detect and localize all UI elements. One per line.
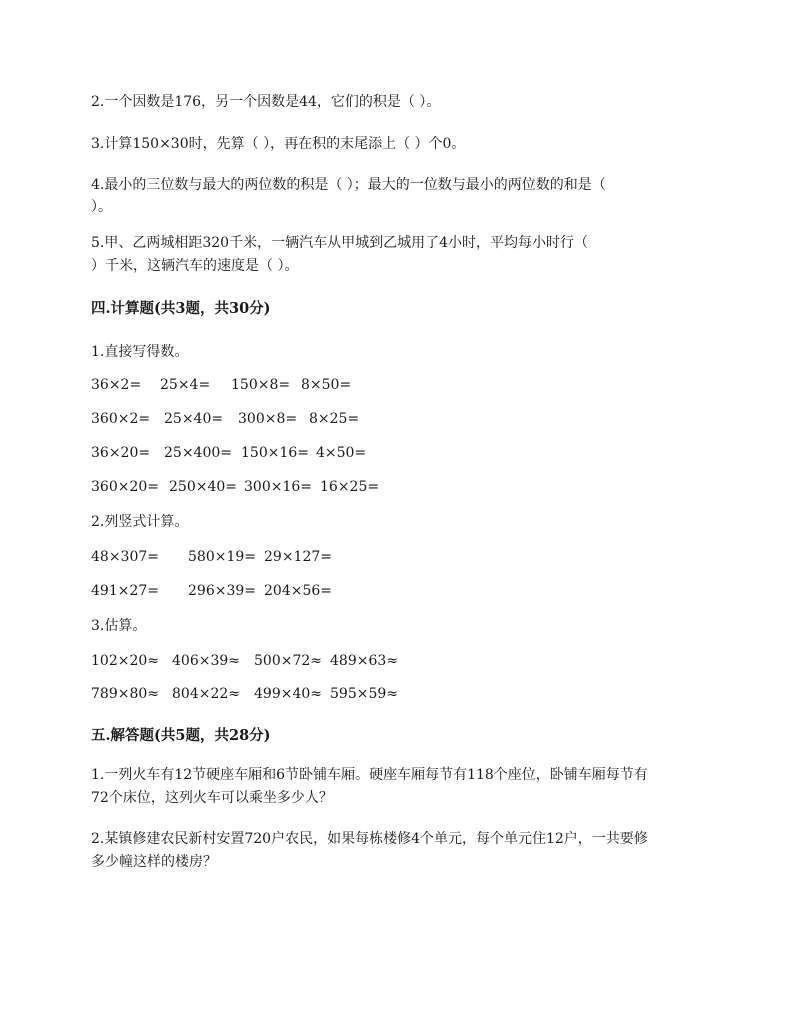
calc-item: 406×39≈ [172,653,240,669]
calc-item: 595×59≈ [330,686,398,702]
question-4-line-2: ）。 [91,199,112,215]
calc-item: 360×20= [91,479,159,495]
calc-item: 102×20≈ [91,653,159,669]
calc-item: 36×2= [91,377,142,393]
problem-1-line-1: 1.一列火车有12节硬座车厢和6节卧铺车厢。硬座车厢每节有118个座位，卧铺车厢每节有 [91,767,648,783]
calc-item: 300×16= [244,479,312,495]
calc-item: 296×39= [188,583,256,599]
question-5-line-1: 5.甲、乙两城相距320千米，一辆汽车从甲城到乙城用了4小时，平均每小时行（ [91,235,588,251]
problem-1-line-2: 72个床位，这列火车可以乘坐多少人？ [91,790,333,806]
calc-item: 25×400= [164,445,232,461]
calc-item: 150×16= [241,445,309,461]
question-2: 2.一个因数是176，另一个因数是44，它们的积是（ ）。 [91,94,441,110]
calc-item: 8×50= [301,377,352,393]
part-1-title: 1.直接写得数。 [91,344,189,360]
calc-item: 150×8= [231,377,291,393]
calc-item: 48×307= [91,549,159,565]
calc-item: 789×80≈ [91,686,159,702]
part-2-title: 2.列竖式计算。 [91,514,189,530]
calc-item: 36×20= [91,445,151,461]
question-5-line-2: ）千米，这辆汽车的速度是（ ）。 [91,258,299,274]
question-4-line-1: 4.最小的三位数与最大的两位数的积是（ ）；最大的一位数与最小的两位数的和是（ [91,177,606,193]
calc-item: 500×72≈ [254,653,322,669]
calc-item: 499×40≈ [254,686,322,702]
calc-item: 300×8= [238,411,298,427]
section-4-title: 四.计算题(共3题，共30分) [91,300,271,317]
calc-item: 25×40= [164,411,224,427]
calc-item: 8×25= [309,411,360,427]
calc-item: 4×50= [316,445,367,461]
problem-2-line-1: 2.某镇修建农民新村安置720户农民，如果每栋楼修4个单元，每个单元住12户，一共要修 [91,831,648,847]
calc-item: 580×19= [188,549,256,565]
section-5-title: 五.解答题(共5题，共28分) [91,727,271,744]
question-3: 3.计算150×30时，先算（ ），再在积的末尾添上（ ）个0。 [91,136,466,152]
calc-item: 804×22≈ [172,686,240,702]
calc-item: 204×56= [264,583,332,599]
calc-item: 25×4= [160,377,211,393]
calc-item: 489×63≈ [330,653,398,669]
part-3-title: 3.估算。 [91,618,147,634]
calc-item: 29×127= [264,549,332,565]
problem-2-line-2: 多少幢这样的楼房？ [91,854,217,870]
calc-item: 16×25= [320,479,380,495]
calc-item: 491×27= [91,583,159,599]
calc-item: 360×2= [91,411,151,427]
calc-item: 250×40= [169,479,237,495]
